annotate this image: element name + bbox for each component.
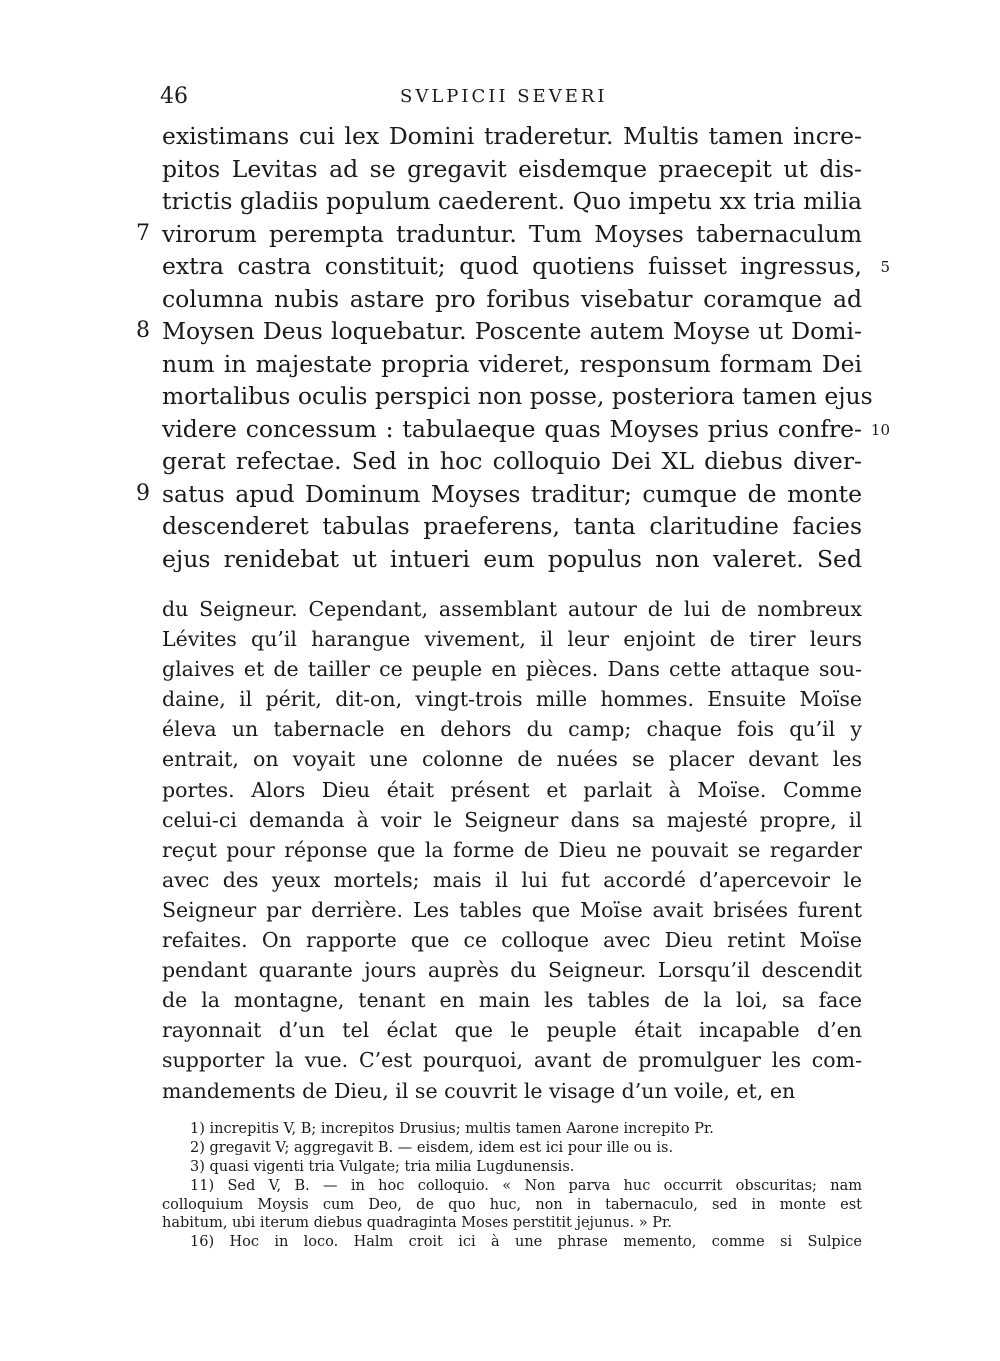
french-line: supporter la vue. C’est pourquoi, avant de promulguer les com- [162,1048,862,1073]
line-number: 10 [870,420,890,439]
latin-line [162,348,862,381]
latin-line-text: trictis gladiis populum caederent. Quo impetu xx tria milia [162,187,862,215]
latin-line-text: pitos Levitas ad se gregavit eisdemque praecepit ut dis- [162,154,862,183]
latin-text-block [136,120,890,575]
latin-line-text: satus apud Dominum Moyses traditur; cumque de monte [162,479,862,508]
footnote: 16) Hoc in loco. Halm croit ici à une phrase memento, comme si Sulpice [190,1234,862,1251]
french-line: du Seigneur. Cependant, assemblant autour de lui de nombreux [162,597,862,621]
latin-line [162,445,862,478]
footnote-continuation: colloquium Moysis cum Deo, de quo huc, non in tabernaculo, sed in monte est [162,1196,862,1213]
footnote: 11) Sed V, B. — in hoc colloquio. « Non parva huc occurrit obscuritas; nam [190,1177,862,1194]
running-head [160,84,860,112]
latin-line [162,380,873,413]
footnote: 1) increpitis V, B; increpitos Drusius; multis tamen Aarone increpito Pr. [190,1121,714,1137]
french-line: glaives et de tailler ce peuple en pièces. Dans cette attaque sou- [162,657,862,682]
latin-line [162,185,862,218]
latin-line-text: virorum perempta traduntur. Tum Moyses tabernaculum [162,219,862,248]
latin-line [162,250,890,283]
latin-line [136,218,862,251]
french-line: entrait, on voyait une colonne de nuées se placer devant les [162,747,862,772]
latin-line-text: descenderet tabulas praeferens, tanta claritudine facies [162,512,862,540]
footnote: 3) quasi vigenti tria Vulgate; tria milia Lugdunensis. [190,1158,575,1175]
french-line: reçut pour réponse que la forme de Dieu ne pouvait se regarder [162,837,862,862]
french-translation-block [162,594,862,1106]
latin-line [162,283,862,316]
latin-line-text: videre concessum : tabulaeque quas Moyses prius confre- [162,414,862,443]
latin-line [162,543,862,576]
footnote: 2) gregavit V; aggregavit B. — eisdem, idem est ici pour ille ou is. [190,1139,674,1156]
latin-line-text: existimans cui lex Domini traderetur. Multis tamen incre- [162,122,862,150]
french-line: Lévites qu’il harangue vivement, il leur enjoint de tirer leurs [162,627,862,652]
latin-line-text: columna nubis astare pro foribus visebatur coramque ad [162,284,862,313]
french-line: rayonnait d’un tel éclat que le peuple était incapable d’en [162,1018,862,1043]
running-title: SVLPICII SEVERI [400,86,608,107]
latin-line [162,510,862,543]
latin-line-text: ejus renidebat ut intueri eum populus non valeret. Sed [162,544,862,573]
latin-line-text: Moysen Deus loquebatur. Poscente autem Moyse ut Domi- [162,317,862,345]
footnotes-block [162,1120,862,1252]
french-line: avec des yeux mortels; mais il lui fut accordé d’apercevoir le [162,867,862,892]
french-line: pendant quarante jours auprès du Seigneur. Lorsqu’il descendit [162,958,862,983]
french-line: celui-ci demanda à voir le Seigneur dans sa majesté propre, il [162,807,862,832]
latin-line-text: extra castra constituit; quod quotiens fuisset ingressus, [162,252,862,280]
french-line: daine, il périt, dit-on, vingt-trois mille hommes. Ensuite Moïse [162,687,862,712]
latin-line [136,478,862,511]
french-line: portes. Alors Dieu était présent et parlait à Moïse. Comme [162,777,862,802]
latin-line [162,153,862,186]
verse-number: 8 [136,318,150,343]
verse-number: 9 [136,480,150,506]
footnote-continuation: habitum, ubi iterum diebus quadraginta Moses perstitit jejunus. » Pr. [162,1215,672,1232]
latin-line-text: gerat refectae. Sed in hoc colloquio Dei XL diebus diver- [162,447,862,475]
latin-line-text: num in majestate propria videret, responsum formam Dei [162,349,862,378]
latin-line [162,120,862,153]
french-line: mandements de Dieu, il se couvrit le visage d’un voile, et, en [162,1078,796,1103]
french-line: de la montagne, tenant en main les tables de la loi, sa face [162,988,862,1013]
french-line: éleva un tabernacle en dehors du camp; chaque fois qu’il y [162,717,862,742]
page-number: 46 [160,84,188,109]
french-line: Seigneur par derrière. Les tables que Moïse avait brisées furent [162,897,862,922]
latin-line [162,413,890,446]
verse-number: 7 [136,220,150,246]
line-number: 5 [880,258,890,276]
latin-line-text: mortalibus oculis perspici non posse, posteriora tamen ejus [162,382,873,410]
latin-line [136,315,862,348]
french-line: refaites. On rapporte que ce colloque avec Dieu retint Moïse [162,928,862,953]
